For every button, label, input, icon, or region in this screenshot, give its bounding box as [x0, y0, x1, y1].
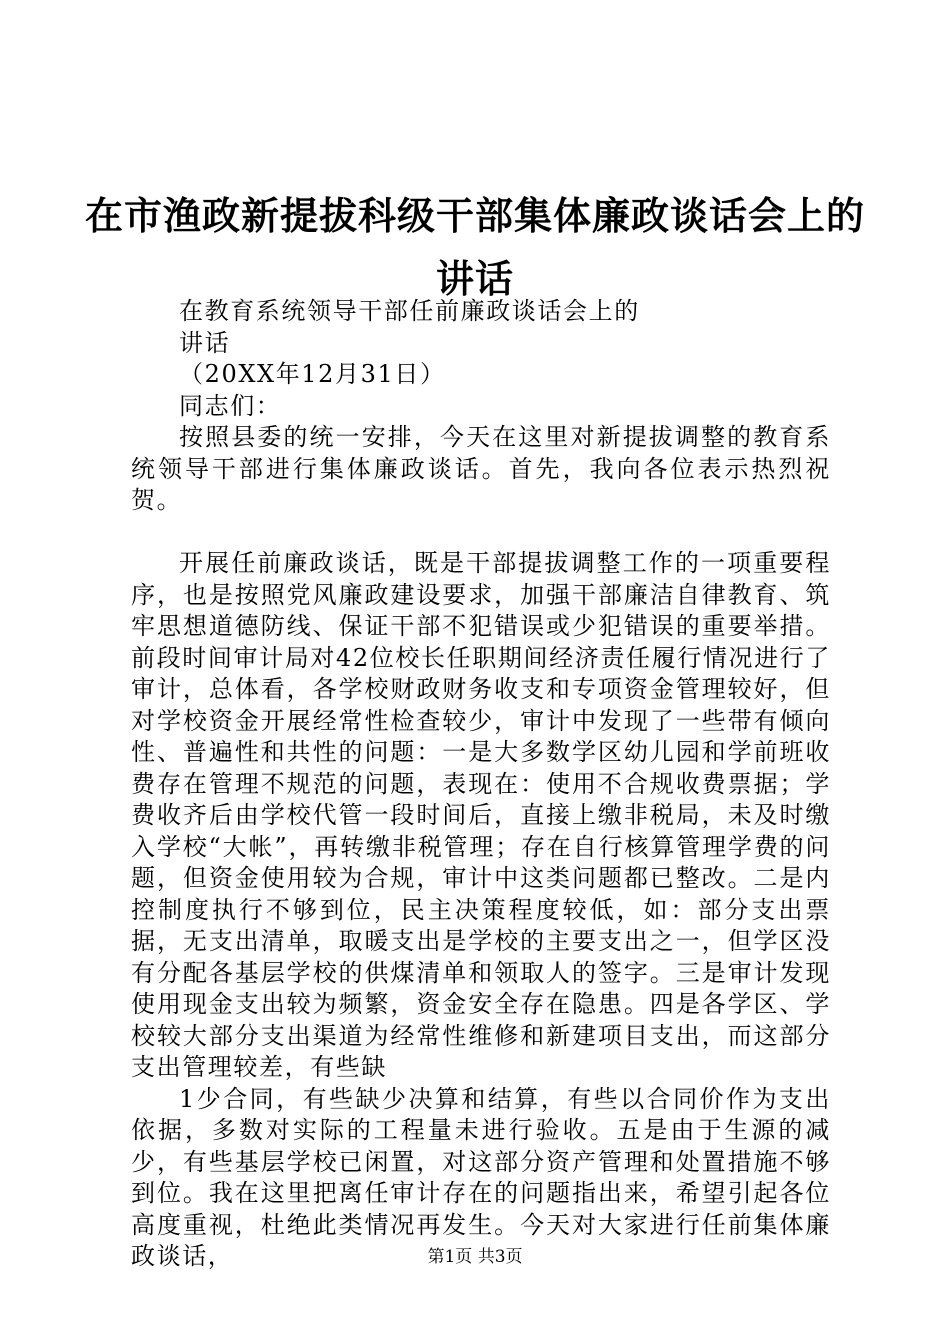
paragraph: 按照县委的统一安排，今天在这里对新提拔调整的教育系统领导干部进行集体廉政谈话。首先，我向各位表示热烈祝贺。: [131, 423, 831, 514]
speech-heading-line-2: 讲话: [179, 328, 231, 357]
speech-date: （20XX年12月31日）: [179, 360, 446, 388]
document-title-line-2: 讲话: [435, 256, 514, 301]
document-title-line-1: 在市渔政新提拔科级干部集体廉政谈话会上的: [84, 193, 865, 238]
salutation: 同志们：: [179, 391, 282, 420]
document-body: [131, 296, 831, 1273]
page-footer: 第1页 共3页: [427, 1247, 523, 1267]
speech-heading-line-1: 在教育系统领导干部任前廉政谈话会上的: [179, 297, 640, 325]
paragraph-gap: [131, 517, 831, 549]
paragraph: 1少合同，有些缺少决算和结算，有些以合同价作为支出依据，多数对实际的工程量未进行验收。五是由于生源的减少，有些基层学校已闲置，对这部分资产管理和处置措施不够到位。我在这里把离任审计存在的问题指出来，希望引起各位高度重视，杜绝此类情况再发生。今天对大家进行任前集体廉政谈话，: [131, 1084, 831, 1270]
paragraph: 开展任前廉政谈话，既是干部提拔调整工作的一项重要程序，也是按照党风廉政建设要求，加强干部廉洁自律教育、筑牢思想道德防线、保证干部不犯错误或少犯错误的重要举措。前段时间审计局对42位校长任职期间经济责任履行情况进行了审计，总体看，各学校财政财务收支和专项资金管理较好，但对学校资金开展经常性检查较少，审计中发现了一些带有倾向性、普遍性和共性的问题：一是大多数学区幼儿园和学前班收费存在管理不规范的问题，表现在：使用不合规收费票据；学费收齐后由学校代管一段时间后，直接上缴非税局，未及时缴入学校“大帐”，再转缴非税管理；存在自行核算管理学费的问题，但资金使用较为合规，审计中这类问题都已整改。二是内控制度执行不够到位，民主决策程度较低，如：部分支出票据，无支出清单，取暖支出是学校的主要支出之一，但学区没有分配各基层学校的供煤清单和领取人的签字。三是审计发现使用现金支出较为频繁，资金安全存在隐患。四是各学区、学校较大部分支出渠道为经常性维修和新建项目支出，而这部分支出管理较差，有些缺: [131, 549, 831, 1081]
